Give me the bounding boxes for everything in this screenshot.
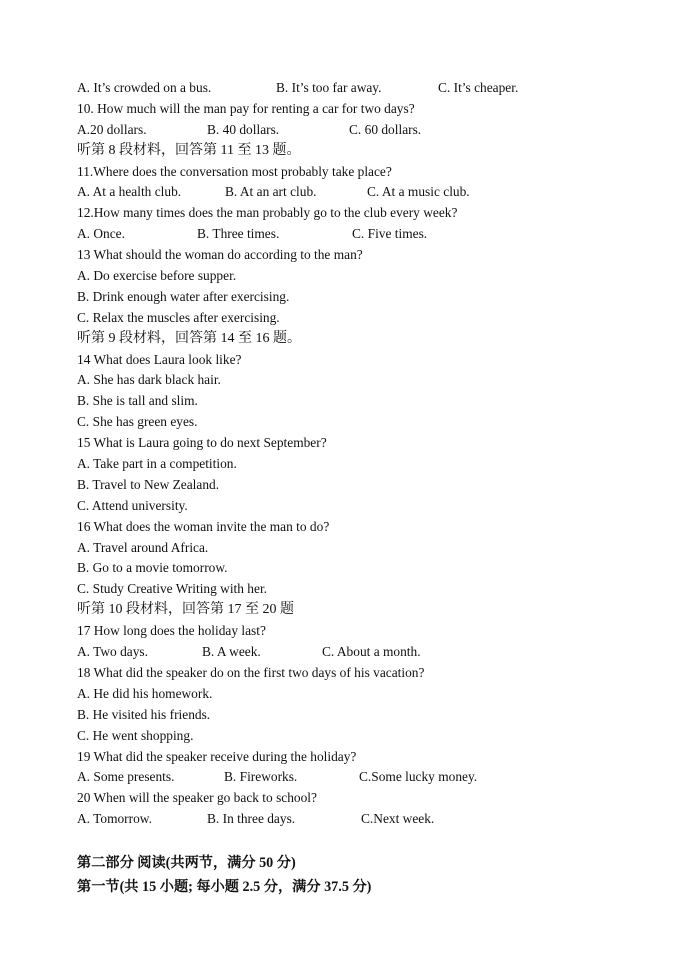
q13-option-b: B. Drink enough water after exercising. [77, 288, 290, 304]
section-8-heading: 听第 8 段材料，回答第 11 至 13 题。 [77, 142, 301, 158]
q14-option-a: A. She has dark black hair. [77, 372, 221, 388]
q15-option-a: A. Take part in a competition. [77, 456, 237, 472]
q11-option-b: B. At an art club. [225, 184, 317, 200]
q19-question: 19 What did the speaker receive during the holiday? [77, 748, 357, 764]
q11-option-c: C. At a music club. [367, 184, 470, 200]
q14-question: 14 What does Laura look like? [77, 351, 242, 367]
exam-page [77, 78, 657, 899]
q11-option-a: A. At a health club. [77, 184, 182, 200]
q16-option-c: C. Study Creative Writing with her. [77, 581, 268, 597]
q10-option-b: B. 40 dollars. [207, 121, 280, 137]
q17-question: 17 How long does the holiday last? [77, 623, 266, 639]
q15-option-b: B. Travel to New Zealand. [77, 476, 220, 492]
q12-options-row [77, 224, 657, 245]
q9-option-a: A. It’s crowded on a bus. [77, 80, 212, 95]
q11-options-row [77, 182, 657, 203]
q18-question: 18 What did the speaker do on the first two days of his vacation? [77, 664, 425, 680]
q13-option-a: A. Do exercise before supper. [77, 268, 237, 284]
q12-option-c: C. Five times. [352, 226, 428, 242]
q18-option-c: C. He went shopping. [77, 727, 194, 743]
q20-options-row [77, 809, 657, 830]
q19-option-b: B. Fireworks. [224, 769, 298, 785]
q18-option-b: B. He visited his friends. [77, 706, 211, 722]
q12-option-a: A. Once. [77, 226, 125, 242]
q19-option-a: A. Some presents. [77, 769, 175, 785]
q14-option-b: B. She is tall and slim. [77, 393, 198, 409]
q10-question: 10. How much will the man pay for renting a car for two days? [77, 100, 415, 116]
section-1-title: 第一节(共 15 小题; 每小题 2.5 分，满分 37.5 分) [77, 879, 372, 896]
q17-option-c: C. About a month. [322, 644, 421, 660]
q17-options-row [77, 642, 657, 663]
q12-question: 12.How many times does the man probably go to the club every week? [77, 205, 458, 221]
q10-option-a: A.20 dollars. [77, 121, 147, 137]
q20-question: 20 When will the speaker go back to school? [77, 790, 317, 806]
q12-option-b: B. Three times. [197, 226, 280, 242]
q11-question: 11.Where does the conversation most probably take place? [77, 163, 392, 179]
q18-option-a: A. He did his homework. [77, 685, 213, 701]
q20-option-c: C.Next week. [361, 811, 435, 827]
part-2-title: 第二部分 阅读(共两节，满分 50 分) [77, 855, 296, 872]
q20-option-a: A. Tomorrow. [77, 811, 152, 827]
q10-option-c: C. 60 dollars. [349, 121, 422, 137]
q19-options-row [77, 767, 657, 788]
q15-question: 15 What is Laura going to do next September? [77, 435, 327, 451]
q13-question: 13 What should the woman do according to the man? [77, 247, 363, 263]
q20-option-b: B. In three days. [207, 811, 296, 827]
q9-option-b: B. It’s too far away. [276, 80, 382, 95]
q9-option-c: C. It’s cheaper. [438, 80, 519, 95]
q16-question: 16 What does the woman invite the man to do? [77, 518, 330, 534]
section-10-heading: 听第 10 段材料，回答第 17 至 20 题 [77, 602, 294, 618]
q16-option-a: A. Travel around Africa. [77, 539, 209, 555]
q15-option-c: C. Attend university. [77, 497, 188, 513]
q13-option-c: C. Relax the muscles after exercising. [77, 309, 280, 325]
q14-option-c: C. She has green eyes. [77, 414, 198, 430]
spacer [77, 830, 657, 851]
q17-option-b: B. A week. [202, 644, 261, 660]
q17-option-a: A. Two days. [77, 644, 148, 660]
q10-options-row [77, 120, 657, 141]
section-9-heading: 听第 9 段材料，回答第 14 至 16 题。 [77, 330, 301, 346]
q16-option-b: B. Go to a movie tomorrow. [77, 560, 228, 576]
q19-option-c: C.Some lucky money. [359, 769, 478, 785]
q9-options-row [77, 78, 657, 99]
